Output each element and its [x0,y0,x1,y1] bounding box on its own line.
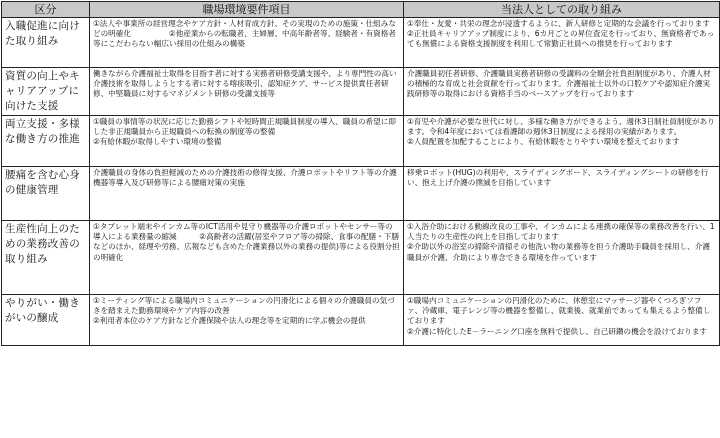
requirement-text: ②利用者本位のケア方針など介護保険や法人の理念等を定期的に学ぶ機会の提供 [93,316,366,326]
row-category: 資質の向上やキャリアアップに向けた支援 [2,68,90,116]
row-category: 入職促進に向けた取り組み [2,18,90,68]
effort-text: 介護職員初任者研修、介護職員実務者研修の受講料の全額会社負担制度があり、介護人材の積極的な育成と社会貢献を行っております。介護福祉士以外の口腔ケアや認知症介護実践研修等の取得における資格手当のベースアップを行っております [407,69,711,99]
header-efforts: 当法人としての取り組み [404,2,720,18]
row-requirements [90,295,404,346]
effort-text: ①職場内コミュニケーションの円滑化のために、休憩室にマッサージ器やくつろぎソファ、冷蔵庫、電子レンジ等の機器を整備し、就業後、就業前であっても集えるよう整備しております [407,296,711,326]
table-row [2,18,720,68]
requirement-text: ①ミーティング等による職場内コミュニケーションの円滑化による個々の介護職員の気づきを踏まえた勤務環境やケア内容の改善 [93,296,395,316]
effort-text: ①入浴介助における動線改良の工事や、インカムによる連携の確保等の業務改善を行い、1人当たりの生産性の向上を目指しております [407,222,715,242]
requirement-text: ①法人や事業所の経営理念やケア方針・人材育成方針、その実現のための施策・仕組みなどの明確化 ②他産業からの転職者、主婦層、中高年齢者等、経験者・有資格者等にこだわらない幅広い採用の仕組みの構築 [93,19,396,49]
row-requirements [90,18,404,68]
row-category: 両立支援・多様な働き方の推進 [2,116,90,167]
requirement-text: 働きながら介護福祉士取得を目指す者に対する実務者研修受講支援や、より専門性の高い介護技術を取得しようとする者に対する喀痰吸引、認知症ケア、サービス提供責任者研修、中堅職員に対するマネジメント研修の受講支援等 [93,69,397,99]
table-row [2,167,720,221]
requirement-text: ②有給休暇が取得しやすい環境の整備 [93,137,222,147]
row-requirements [90,167,404,221]
table-row [2,221,720,295]
effort-text: 移乗ロボット(HUG)の利用や、スライディングボード、スライディングシートの研修を行い、抱え上げ介護の撲滅を目指しています [407,168,709,188]
row-requirements [90,116,404,167]
row-category: やりがい・働きがいの醸成 [2,295,90,346]
row-efforts [404,167,720,221]
row-efforts [404,116,720,167]
table-row [2,295,720,346]
table-row [2,68,720,116]
row-efforts [404,221,720,295]
effort-text: ①奉仕・友愛・共栄の理念が浸透するように、新人研修と定期的な会議を行っております [407,19,710,28]
effort-text: ②介助以外の浴室の掃除や清掃その他洗い物の業務等を担う介護助手職員を採用し、介護職員が介護、介助により専念できる環境を作っています [407,242,710,262]
effort-text: ②人員配置を加配することにより、有給休暇をとりやすい環境を整えております [407,137,680,147]
work-environment-table [1,1,720,346]
header-requirements: 職場環境要件項目 [90,2,404,18]
row-requirements [90,68,404,116]
effort-text: ②介護に特化したE－ラーニング口座を無料で提供し、自己研鑽の機会を設けております [407,326,708,336]
effort-text: ①育児や介護が必要な世代に対し、多様な働き方ができるよう、週休3日制社員制度があります。令和4年度においては看護師の週休3日制度による採用の実績があります。 [407,117,715,137]
row-category: 生産性向上のための業務改善の取り組み [2,221,90,295]
requirement-text: 介護職員の身体の負担軽減のための介護技術の修得支援、介護ロボットやリフト等の介護機器等導入及び研修等による腰痛対策の実施 [93,168,397,188]
row-efforts [404,295,720,346]
row-efforts [404,68,720,116]
header-category: 区分 [2,2,90,18]
row-requirements [90,221,404,295]
row-category: 腰痛を含む心身の健康管理 [2,167,90,221]
requirement-text: ①タブレット端末やインカム等のICT活用や見守り機器等の介護ロボットやセンサー等の導入による業務量の縮減 ②高齢者の活躍(居室やフロア等の掃除、食事の配膳・下膳などのほか、経理や労務、広報なども含めた介護業務以外の業務の提供)等による役割分担の明確化 [93,222,400,262]
header-row [2,2,720,18]
row-efforts [404,18,720,68]
table-row [2,116,720,167]
effort-text: ②正社員キャリアアップ制度により、6カ月ごとの昇位査定を行っており、無資格者であっても無償による資格支援制度を利用して常勤正社員への推奨を行っております [407,29,715,49]
requirement-text: ①職員の事情等の状況に応じた勤務シフトや短時間正規職員制度の導入、職員の希望に即した非正規職員から正規職員への転換の制度等の整備 [93,117,396,137]
